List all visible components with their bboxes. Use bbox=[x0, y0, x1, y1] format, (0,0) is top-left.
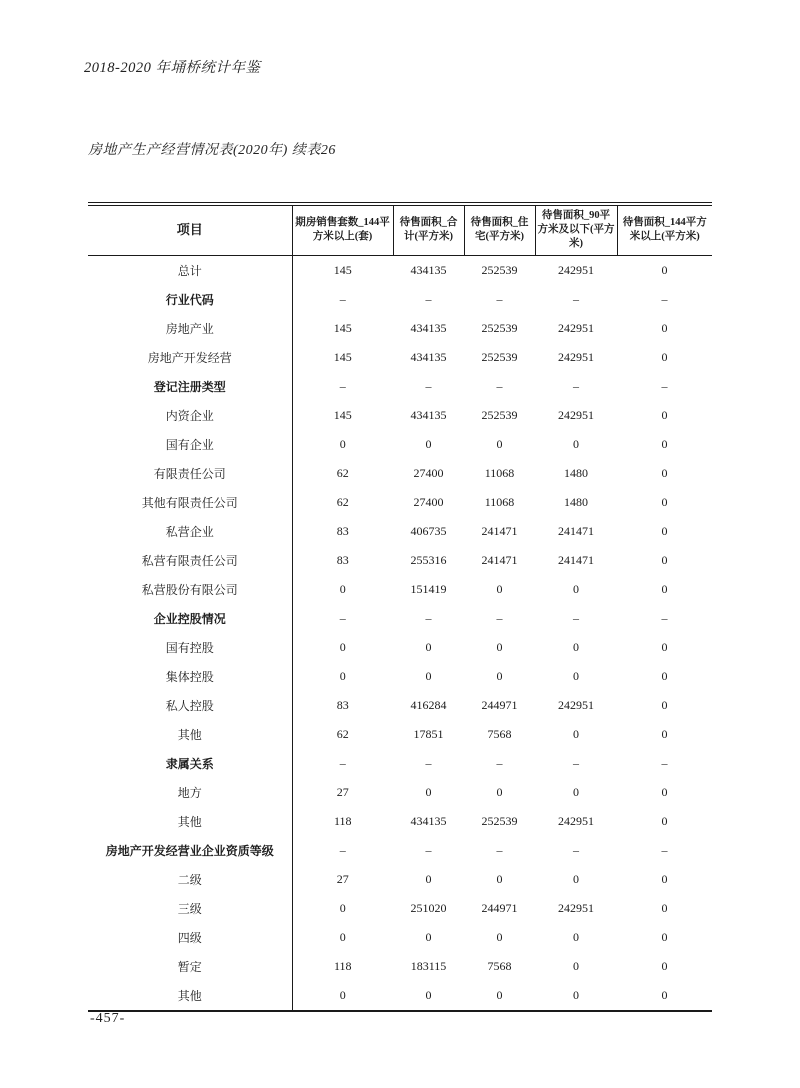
cell-value: 0 bbox=[661, 900, 668, 915]
cell-value: 145 bbox=[292, 401, 393, 430]
cell-value: 434135 bbox=[410, 320, 447, 335]
table-row bbox=[88, 517, 712, 546]
cell-value: – bbox=[292, 285, 393, 314]
table-row bbox=[88, 430, 712, 459]
table-row bbox=[88, 401, 712, 430]
cell-value: 0 bbox=[496, 668, 503, 683]
cell-value: – bbox=[496, 291, 503, 306]
table-row bbox=[88, 604, 712, 633]
row-label: 行业代码 bbox=[165, 292, 214, 307]
cell-value: 0 bbox=[292, 894, 393, 923]
cell-value: 27 bbox=[292, 778, 393, 807]
column-header-area-total: 待售面积_合计(平方米) bbox=[393, 206, 464, 256]
cell-value: 7568 bbox=[487, 958, 512, 973]
cell-value: 0 bbox=[292, 575, 393, 604]
row-label: 暂定 bbox=[177, 959, 202, 974]
row-label: 国有企业 bbox=[165, 437, 214, 452]
cell-value: 0 bbox=[661, 784, 668, 799]
cell-value: 242951 bbox=[558, 320, 594, 335]
cell-value: 0 bbox=[661, 407, 668, 422]
row-label: 三级 bbox=[177, 901, 202, 916]
cell-value: – bbox=[425, 378, 432, 393]
cell-value: 0 bbox=[661, 581, 668, 596]
cell-value: 183115 bbox=[410, 958, 447, 973]
table-row bbox=[88, 807, 712, 836]
cell-value: 242951 bbox=[558, 349, 594, 364]
row-label: 四级 bbox=[177, 930, 202, 945]
cell-value: – bbox=[292, 749, 393, 778]
column-header-area-over144: 待售面积_144平方米以上(平方米) bbox=[617, 206, 712, 256]
cell-value: 242951 bbox=[558, 900, 594, 915]
cell-value: 0 bbox=[661, 552, 668, 567]
table-header bbox=[88, 206, 712, 256]
cell-value: – bbox=[496, 378, 503, 393]
cell-value: 242951 bbox=[558, 813, 594, 828]
cell-value: 0 bbox=[292, 923, 393, 952]
table-row bbox=[88, 314, 712, 343]
cell-value: 241471 bbox=[558, 552, 594, 567]
cell-value: 0 bbox=[496, 929, 503, 944]
cell-value: – bbox=[425, 755, 432, 770]
cell-value: 241471 bbox=[481, 552, 518, 567]
cell-value: 0 bbox=[496, 436, 503, 451]
cell-value: 0 bbox=[661, 987, 668, 1002]
row-label: 房地产业 bbox=[165, 321, 214, 336]
table-row bbox=[88, 662, 712, 691]
row-label: 私人控股 bbox=[165, 698, 214, 713]
cell-value: 242951 bbox=[558, 262, 594, 277]
cell-value: 7568 bbox=[487, 726, 512, 741]
cell-value: 244971 bbox=[481, 900, 518, 915]
cell-value: 27400 bbox=[413, 494, 444, 509]
row-label: 企业控股情况 bbox=[153, 611, 226, 626]
cell-value: – bbox=[496, 842, 503, 857]
column-header-area-under90: 待售面积_90平方米及以下(平方米) bbox=[535, 206, 617, 256]
cell-value: 0 bbox=[661, 726, 668, 741]
cell-value: 118 bbox=[292, 952, 393, 981]
row-label: 其他有限责任公司 bbox=[141, 495, 238, 510]
cell-value: 434135 bbox=[410, 407, 447, 422]
table-row bbox=[88, 749, 712, 778]
cell-value: 0 bbox=[425, 436, 432, 451]
cell-value: 83 bbox=[292, 546, 393, 575]
table-title: 房地产生产经营情况表(2020年) 续表26 bbox=[88, 143, 336, 158]
row-label: 二级 bbox=[177, 872, 202, 887]
cell-value: – bbox=[573, 755, 579, 770]
cell-value: 151419 bbox=[410, 581, 447, 596]
cell-value: – bbox=[292, 372, 393, 401]
cell-value: 0 bbox=[573, 668, 579, 683]
cell-value: 145 bbox=[292, 314, 393, 343]
row-label: 其他 bbox=[177, 988, 202, 1003]
table-row bbox=[88, 894, 712, 923]
column-header-presale-units: 期房销售套数_144平方米以上(套) bbox=[292, 206, 393, 256]
cell-value: – bbox=[573, 610, 579, 625]
cell-value: 0 bbox=[573, 784, 579, 799]
column-header-item: 项目 bbox=[88, 206, 292, 256]
row-label: 私营企业 bbox=[165, 524, 214, 539]
cell-value: 145 bbox=[292, 255, 393, 285]
cell-value: 252539 bbox=[481, 407, 518, 422]
cell-value: 0 bbox=[425, 784, 432, 799]
yearbook-title: 2018-2020 年埇桥统计年鉴 bbox=[84, 60, 261, 76]
cell-value: 244971 bbox=[481, 697, 518, 712]
cell-value: 0 bbox=[661, 523, 668, 538]
row-label: 其他 bbox=[177, 727, 202, 742]
cell-value: 241471 bbox=[558, 523, 594, 538]
page-number: -457- bbox=[90, 1011, 126, 1026]
cell-value: 0 bbox=[425, 639, 432, 654]
cell-value: 0 bbox=[573, 929, 579, 944]
cell-value: 0 bbox=[661, 349, 668, 364]
cell-value: 434135 bbox=[410, 349, 447, 364]
cell-value: 27400 bbox=[413, 465, 444, 480]
cell-value: 118 bbox=[292, 807, 393, 836]
cell-value: 255316 bbox=[410, 552, 447, 567]
cell-value: 1480 bbox=[564, 465, 588, 480]
cell-value: 241471 bbox=[481, 523, 518, 538]
cell-value: 62 bbox=[292, 720, 393, 749]
cell-value: – bbox=[496, 610, 503, 625]
cell-value: 0 bbox=[573, 581, 579, 596]
cell-value: 0 bbox=[661, 871, 668, 886]
table-row bbox=[88, 865, 712, 894]
table-row bbox=[88, 778, 712, 807]
cell-value: – bbox=[661, 842, 668, 857]
cell-value: 416284 bbox=[410, 697, 447, 712]
row-label: 私营股份有限公司 bbox=[141, 582, 238, 597]
cell-value: – bbox=[573, 291, 579, 306]
table-row bbox=[88, 575, 712, 604]
cell-value: 0 bbox=[292, 981, 393, 1011]
cell-value: 0 bbox=[661, 813, 668, 828]
cell-value: 145 bbox=[292, 343, 393, 372]
cell-value: 242951 bbox=[558, 407, 594, 422]
cell-value: – bbox=[573, 378, 579, 393]
cell-value: 242951 bbox=[558, 697, 594, 712]
cell-value: 0 bbox=[425, 871, 432, 886]
cell-value: – bbox=[661, 291, 668, 306]
cell-value: 0 bbox=[661, 436, 668, 451]
cell-value: 0 bbox=[573, 639, 579, 654]
row-label: 房地产开发经营 bbox=[147, 350, 232, 365]
cell-value: 0 bbox=[292, 662, 393, 691]
row-label: 房地产开发经营业企业资质等级 bbox=[105, 843, 274, 858]
cell-value: 0 bbox=[661, 958, 668, 973]
cell-value: 62 bbox=[292, 459, 393, 488]
table-row bbox=[88, 285, 712, 314]
cell-value: 252539 bbox=[481, 262, 518, 277]
cell-value: 0 bbox=[496, 639, 503, 654]
cell-value: 17851 bbox=[413, 726, 444, 741]
statistics-table bbox=[88, 205, 712, 1012]
cell-value: 0 bbox=[496, 871, 503, 886]
statistics-table-wrapper bbox=[88, 202, 712, 1012]
cell-value: 62 bbox=[292, 488, 393, 517]
row-label: 地方 bbox=[177, 785, 202, 800]
cell-value: 434135 bbox=[410, 262, 447, 277]
cell-value: 0 bbox=[661, 668, 668, 683]
cell-value: 0 bbox=[661, 494, 668, 509]
cell-value: 0 bbox=[496, 581, 503, 596]
table-row bbox=[88, 488, 712, 517]
cell-value: 1480 bbox=[564, 494, 588, 509]
cell-value: – bbox=[425, 291, 432, 306]
cell-value: 83 bbox=[292, 517, 393, 546]
row-label: 集体控股 bbox=[165, 669, 214, 684]
table-row bbox=[88, 836, 712, 865]
row-label: 登记注册类型 bbox=[153, 379, 226, 394]
table-row bbox=[88, 952, 712, 981]
table-row bbox=[88, 691, 712, 720]
cell-value: – bbox=[661, 378, 668, 393]
cell-value: 0 bbox=[292, 430, 393, 459]
row-label: 私营有限责任公司 bbox=[141, 553, 238, 568]
cell-value: 0 bbox=[496, 987, 503, 1002]
table-row bbox=[88, 546, 712, 575]
cell-value: 0 bbox=[573, 436, 579, 451]
table-row bbox=[88, 343, 712, 372]
cell-value: – bbox=[292, 604, 393, 633]
column-header-area-residential: 待售面积_住宅(平方米) bbox=[464, 206, 535, 256]
row-label: 其他 bbox=[177, 814, 202, 829]
cell-value: 0 bbox=[425, 668, 432, 683]
cell-value: – bbox=[496, 755, 503, 770]
cell-value: 27 bbox=[292, 865, 393, 894]
cell-value: 83 bbox=[292, 691, 393, 720]
cell-value: 252539 bbox=[481, 320, 518, 335]
cell-value: 0 bbox=[661, 320, 668, 335]
row-label: 内资企业 bbox=[165, 408, 214, 423]
cell-value: 434135 bbox=[410, 813, 447, 828]
table-body bbox=[88, 255, 712, 1011]
cell-value: 0 bbox=[661, 465, 668, 480]
table-row bbox=[88, 633, 712, 662]
header-row bbox=[88, 206, 712, 256]
cell-value: – bbox=[425, 610, 432, 625]
cell-value: 11068 bbox=[484, 465, 515, 480]
cell-value: – bbox=[425, 842, 432, 857]
cell-value: 0 bbox=[425, 987, 432, 1002]
table-row bbox=[88, 923, 712, 952]
table-row bbox=[88, 372, 712, 401]
cell-value: 0 bbox=[661, 262, 668, 277]
table-row bbox=[88, 981, 712, 1011]
cell-value: 0 bbox=[661, 639, 668, 654]
cell-value: 0 bbox=[573, 958, 579, 973]
cell-value: – bbox=[661, 610, 668, 625]
cell-value: 252539 bbox=[481, 349, 518, 364]
row-label: 国有控股 bbox=[165, 640, 214, 655]
cell-value: 0 bbox=[661, 697, 668, 712]
row-label: 有限责任公司 bbox=[153, 466, 226, 481]
cell-value: 0 bbox=[496, 784, 503, 799]
cell-value: 0 bbox=[292, 633, 393, 662]
table-row bbox=[88, 459, 712, 488]
cell-value: 0 bbox=[661, 929, 668, 944]
table-row bbox=[88, 720, 712, 749]
cell-value: – bbox=[573, 842, 579, 857]
cell-value: 0 bbox=[573, 987, 579, 1002]
cell-value: 252539 bbox=[481, 813, 518, 828]
cell-value: 11068 bbox=[484, 494, 515, 509]
cell-value: – bbox=[292, 836, 393, 865]
row-label: 隶属关系 bbox=[165, 756, 214, 771]
table-row bbox=[88, 255, 712, 285]
row-label: 总计 bbox=[177, 263, 202, 278]
cell-value: 251020 bbox=[410, 900, 447, 915]
cell-value: 406735 bbox=[410, 523, 447, 538]
cell-value: – bbox=[661, 755, 668, 770]
cell-value: 0 bbox=[573, 871, 579, 886]
cell-value: 0 bbox=[425, 929, 432, 944]
cell-value: 0 bbox=[573, 726, 579, 741]
